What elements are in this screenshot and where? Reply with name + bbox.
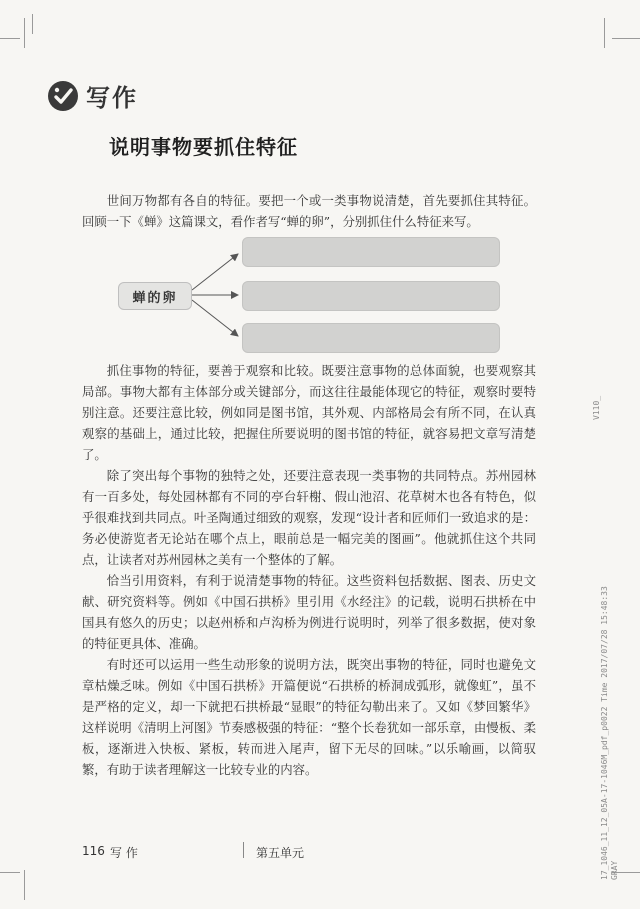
- footer-divider: [243, 842, 244, 858]
- pen-badge-icon: [48, 81, 78, 111]
- page-title: 说明事物要抓住特征: [109, 135, 298, 159]
- crop-mark: [0, 38, 20, 39]
- side-version-code: V110_: [592, 395, 601, 420]
- crop-mark: [0, 872, 20, 873]
- section-title: 写作: [86, 84, 138, 112]
- side-gray-label: GRAY: [610, 860, 619, 880]
- diagram-blank-slot: [242, 237, 500, 267]
- crop-mark: [32, 14, 33, 34]
- crop-mark: [604, 18, 605, 48]
- body-paragraph: 恰当引用资料，有利于说清楚事物的特征。这些资料包括数据、图表、历史文献、研究资料等。例如《中国石拱桥》里引用《水经注》的记载，说明石拱桥在中国具有悠久的历史；以赵州桥和卢沟桥为例进行说明时，列举了很多数据，使对象的特征更具体、准确。: [82, 573, 536, 651]
- body-paragraph: 抓住事物的特征，要善于观察和比较。既要注意事物的总体面貌，也要观察其局部。事物大都有主体部分或关键部分，而这往往最能体现它的特征，观察时要特别注意。还要注意比较，例如同是图书馆，其外观、内部格局会有所不同，在认真观察的基础上，通过比较，把握住所要说明的图书馆的特征，就容易把文章写清楚了。: [82, 363, 536, 462]
- diagram-blank-slot: [242, 323, 500, 353]
- crop-mark: [24, 870, 25, 900]
- side-print-code: 17_1046_11_12_05A-17-1046M_pdf_p0022 Time 2017/07/28 15:48:33: [600, 586, 609, 880]
- body-paragraph: 除了突出每个事物的独特之处，还要注意表现一类事物的共同特点。苏州园林有一百多处，每处园林都有不同的亭台轩榭、假山池沼、花草树木也各有特色，似乎很难找到共同点。叶圣陶通过细致的观察，发现“设计者和匠师们一致追求的是：务必使游览者无论站在哪个点上，眼前总是一幅完美的图画”。他就抓住这个共同点，让读者对苏州园林之美有一个整体的了解。: [82, 468, 536, 567]
- section-header: [48, 78, 138, 113]
- body-text: [82, 360, 536, 780]
- body-paragraph: 有时还可以运用一些生动形象的说明方法，既突出事物的特征，同时也避免文章枯燥乏味。例如《中国石拱桥》开篇便说“石拱桥的桥洞成弧形，就像虹”，虽不是严格的定义，却一下就把石拱桥最“显眼”的特征勾勒出来了。又如《梦回繁华》这样说明《清明上河图》节奏感极强的特征：“整个长卷犹如一部乐章，由慢板、柔板，逐渐进入快板、紧板，转而进入尾声，留下无尽的回味。”以乐喻画，以简驭繁，有助于读者理解这一比较专业的内容。: [82, 657, 536, 777]
- diagram-blank-slot: [242, 281, 500, 311]
- cicada-egg-diagram: [112, 234, 502, 356]
- crop-mark: [24, 18, 25, 48]
- crop-mark: [612, 38, 640, 39]
- intro-paragraph: 世间万物都有各自的特征。要把一个或一类事物说清楚，首先要抓住其特征。回顾一下《蝉》这篇课文，看作者写“蝉的卵”，分别抓住什么特征来写。: [82, 193, 536, 229]
- diagram-center-label: 蝉的卵: [118, 282, 192, 310]
- footer-page-number: 116: [82, 844, 105, 858]
- footer-section: 写 作: [110, 846, 138, 860]
- intro-text: [82, 190, 536, 232]
- footer-unit: 第五单元: [256, 846, 305, 860]
